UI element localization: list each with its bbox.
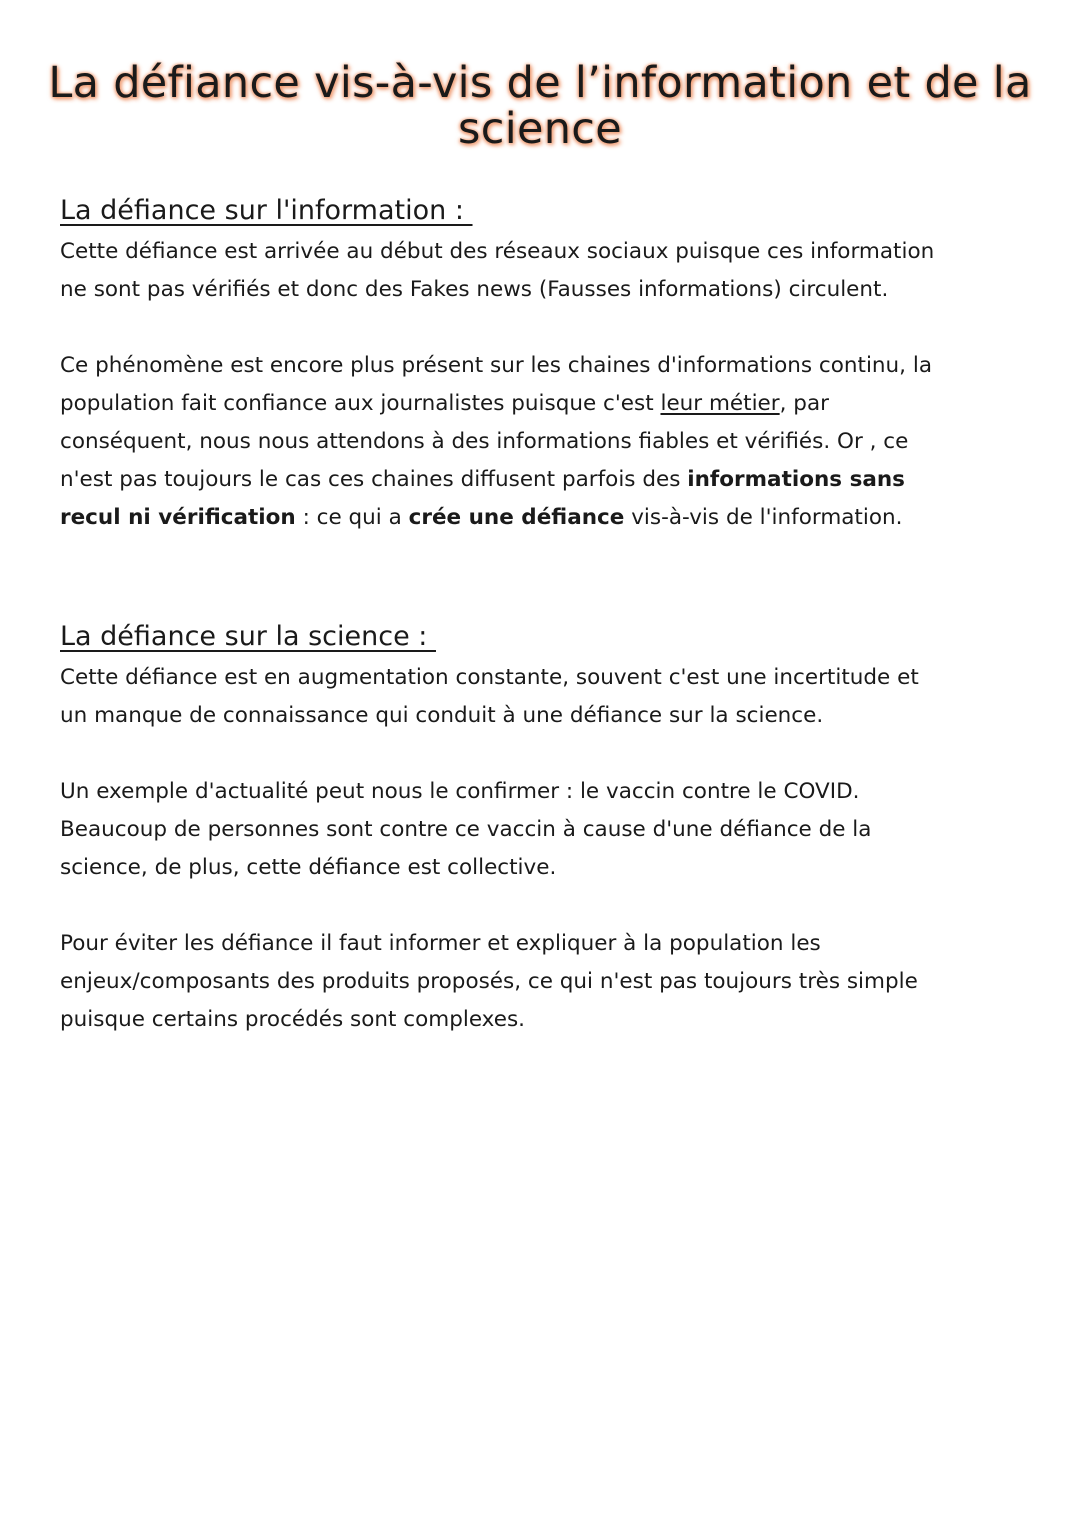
text-segment: , par (779, 391, 829, 416)
paragraph-information-channels (60, 347, 1020, 537)
paragraph-information-intro (60, 233, 1020, 309)
text-line: Beaucoup de personnes sont contre ce vaccin à cause d'une défiance de la (60, 817, 872, 842)
text-segment: : ce qui a (295, 505, 409, 530)
bold-text: crée une défiance (408, 505, 625, 530)
section-heading-science: La défiance sur la science : (60, 621, 436, 652)
paragraph-science-intro (60, 659, 1020, 735)
paragraph-science-example (60, 773, 1020, 887)
paragraph-science-solution (60, 925, 1020, 1039)
text-line: enjeux/composants des produits proposés, ce qui n'est pas toujours très simple (60, 969, 918, 994)
text-line: puisque certains procédés sont complexes. (60, 1007, 526, 1032)
page-title: La défiance vis-à-vis de l’information et de la science (48, 58, 1032, 154)
bold-text: recul ni vérification (60, 505, 296, 530)
text-line (60, 499, 1020, 537)
text-line: Cette défiance est arrivée au début des réseaux sociaux puisque ces information (60, 239, 935, 264)
text-line: Ce phénomène est encore plus présent sur les chaines d'informations continu, la (60, 353, 932, 378)
bold-text: informations sans (687, 467, 905, 492)
underlined-text: leur métier (660, 391, 780, 416)
text-line: Pour éviter les défiance il faut informer et expliquer à la population les (60, 931, 821, 956)
text-segment: n'est pas toujours le cas ces chaines diffusent parfois des (60, 467, 688, 492)
text-line (60, 461, 1020, 499)
text-line: conséquent, nous nous attendons à des informations fiables et vérifiés. Or , ce (60, 429, 909, 454)
text-segment: population fait confiance aux journalistes puisque c'est (60, 391, 661, 416)
text-line: Cette défiance est en augmentation constante, souvent c'est une incertitude et (60, 665, 919, 690)
text-line: ne sont pas vérifiés et donc des Fakes news (Fausses informations) circulent. (60, 277, 889, 302)
text-line (60, 385, 1020, 423)
text-line: Un exemple d'actualité peut nous le confirmer : le vaccin contre le COVID. (60, 779, 860, 804)
section-heading-information: La défiance sur l'information : (60, 195, 473, 226)
text-line: un manque de connaissance qui conduit à une défiance sur la science. (60, 703, 824, 728)
text-segment: vis-à-vis de l'information. (624, 505, 903, 530)
text-line: science, de plus, cette défiance est collective. (60, 855, 557, 880)
